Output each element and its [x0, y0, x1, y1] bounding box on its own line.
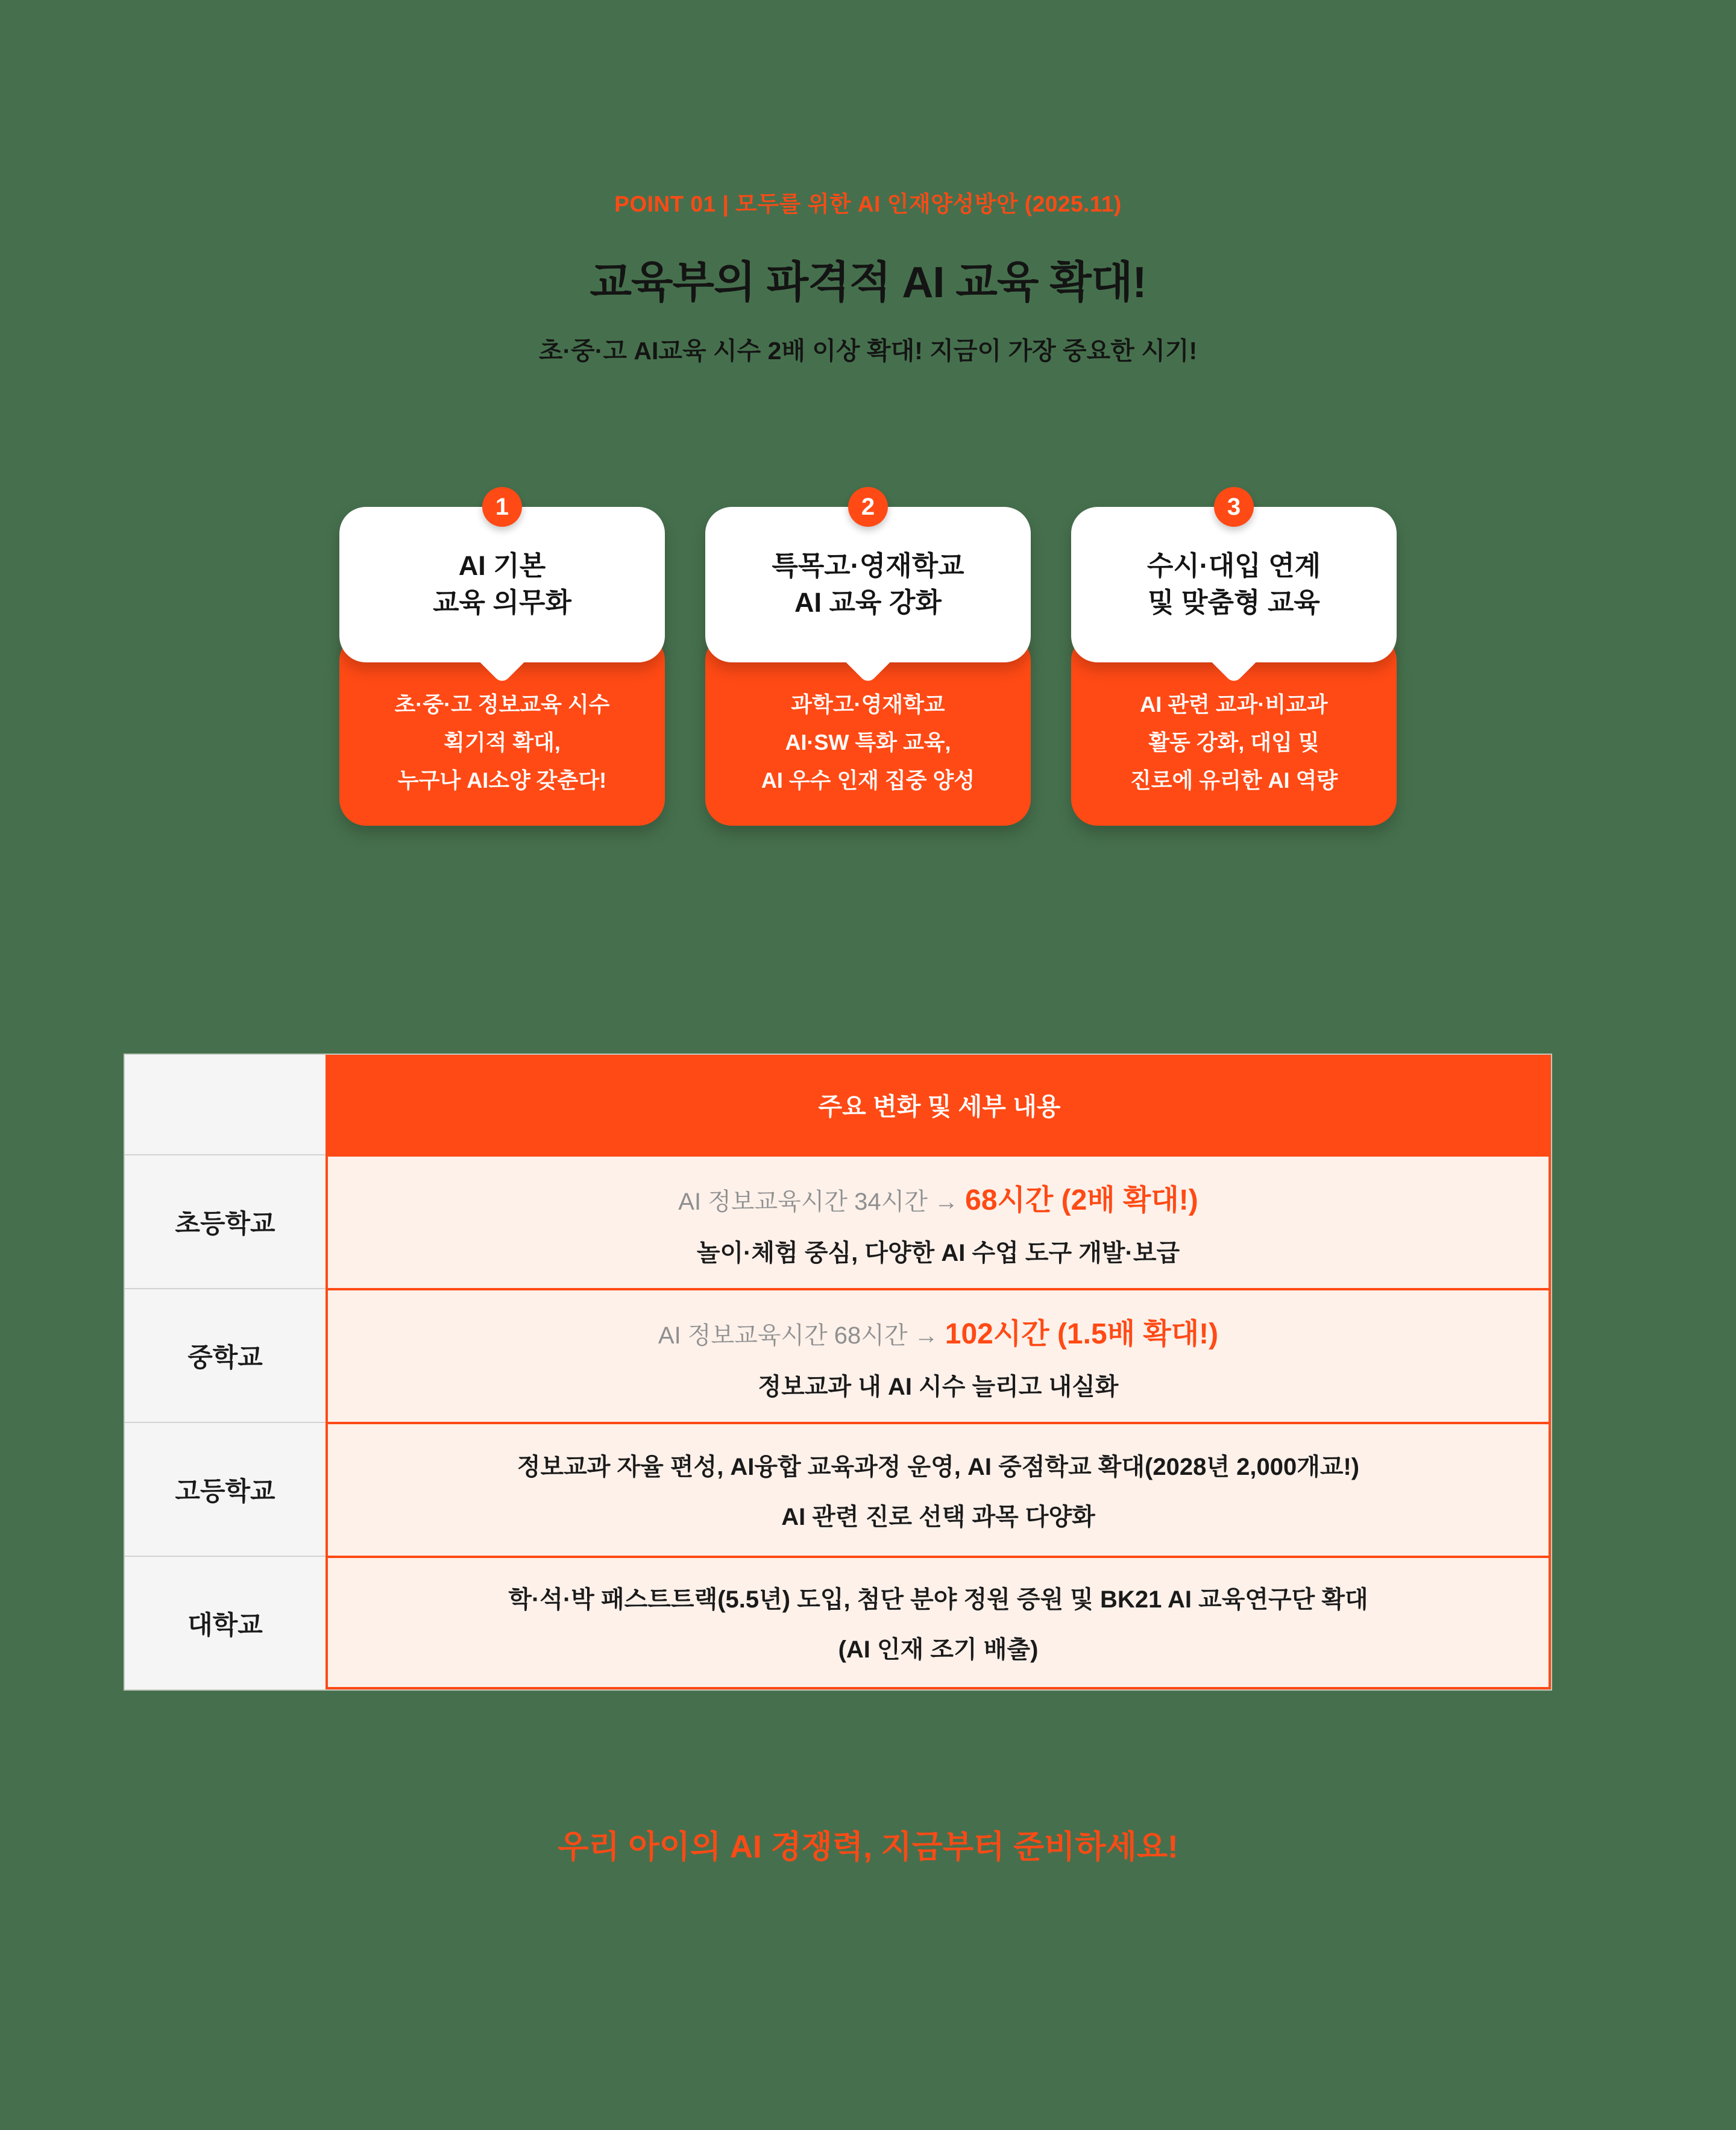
card-title — [772, 548, 964, 621]
card-body-line: 과학고·영재학교 — [791, 691, 945, 717]
row-detail-line: 정보교과 내 AI 시수 늘리고 내실화 — [758, 1374, 1119, 1400]
card-title-line: 수시·대입 연계 — [1146, 550, 1321, 582]
card-body-text — [705, 685, 1031, 799]
card-title-line: AI 교육 강화 — [794, 587, 942, 618]
row-change-line — [508, 1580, 1368, 1615]
table-header-cell: 주요 변화 및 세부 내용 — [326, 1055, 1551, 1154]
card-title-bubble — [705, 507, 1031, 662]
card-number-badge: 3 — [1214, 487, 1254, 527]
card-title — [1147, 548, 1321, 621]
card-body-line: 누구나 AI소양 갖춘다! — [397, 767, 607, 793]
row-change-highlight: 68시간 (2배 확대!) — [965, 1184, 1198, 1216]
card-title — [433, 548, 571, 621]
row-change-prefix: AI 정보교육시간 68시간 → — [658, 1322, 945, 1349]
row-detail-line: AI 관련 진로 선택 과목 다양화 — [781, 1504, 1095, 1530]
table-row-content-middle — [326, 1288, 1551, 1422]
table-row-content-elementary — [326, 1154, 1551, 1288]
table-row-label-high: 고등학교 — [125, 1422, 326, 1556]
card-body-line: 활동 강화, 대입 및 — [1148, 729, 1319, 755]
row-change-highlight: 102시간 (1.5배 확대!) — [945, 1318, 1219, 1350]
card-body-line: 진로에 유리한 AI 역량 — [1130, 767, 1338, 793]
point-label: POINT 01 | 모두를 위한 AI 인재양성방안 (2025.11) — [614, 192, 1122, 216]
education-table — [124, 1054, 1552, 1691]
card-body-line: 초·중·고 정보교육 시수 — [394, 691, 610, 717]
row-detail-line: (AI 인재 조기 배출) — [838, 1636, 1039, 1663]
row-change-line — [658, 1310, 1218, 1352]
card-title-line: AI 기본 — [458, 550, 546, 582]
feature-card-2 — [705, 487, 1031, 826]
row-change-prefix: 학·석·박 패스트트랙(5.5년) 도입, 첨단 분야 정원 증원 및 BK21 AI 교육연구단 확대 — [508, 1586, 1368, 1613]
card-body-line: 획기적 확대, — [444, 729, 561, 755]
card-title-bubble — [339, 507, 665, 662]
table-row-label-university: 대학교 — [125, 1556, 326, 1689]
card-number-badge: 1 — [482, 487, 522, 527]
card-number-badge: 2 — [848, 487, 888, 527]
row-change-prefix: AI 정보교육시간 34시간 → — [678, 1189, 966, 1215]
row-change-line — [517, 1448, 1359, 1482]
card-body-line: AI 관련 교과·비교과 — [1140, 691, 1328, 717]
row-change-line — [678, 1177, 1198, 1218]
feature-cards — [339, 487, 1397, 826]
cta-text: 우리 아이의 AI 경쟁력, 지금부터 준비하세요! — [558, 1829, 1178, 1865]
table-row-content-university — [326, 1556, 1551, 1689]
card-title-line: 특목고·영재학교 — [772, 550, 964, 582]
row-change-prefix: 정보교과 자율 편성, AI융합 교육과정 운영, AI 중점학교 확대(2028년 2,000개교!) — [517, 1454, 1360, 1480]
table-corner-cell — [125, 1055, 326, 1154]
table-row-content-high — [326, 1422, 1551, 1556]
row-detail-line: 놀이·체험 중심, 다양한 AI 수업 도구 개발·보급 — [696, 1240, 1180, 1266]
card-body-text — [339, 685, 665, 799]
card-body-text — [1071, 685, 1397, 799]
card-body-line: AI·SW 특화 교육, — [785, 729, 951, 755]
card-title-line: 및 맞춤형 교육 — [1148, 587, 1320, 618]
feature-card-1 — [339, 487, 665, 826]
page-title: 교육부의 파격적 AI 교육 확대! — [590, 259, 1146, 307]
table-row-label-middle: 중학교 — [125, 1288, 326, 1422]
page-subtitle: 초·중·고 AI교육 시수 2배 이상 확대! 지금이 가장 중요한 시기! — [538, 337, 1198, 365]
card-body-line: AI 우수 인재 집중 양성 — [761, 767, 975, 793]
table-row-label-elementary: 초등학교 — [125, 1154, 326, 1288]
card-title-line: 교육 의무화 — [433, 587, 571, 618]
card-title-bubble — [1071, 507, 1397, 662]
feature-card-3 — [1071, 487, 1397, 826]
